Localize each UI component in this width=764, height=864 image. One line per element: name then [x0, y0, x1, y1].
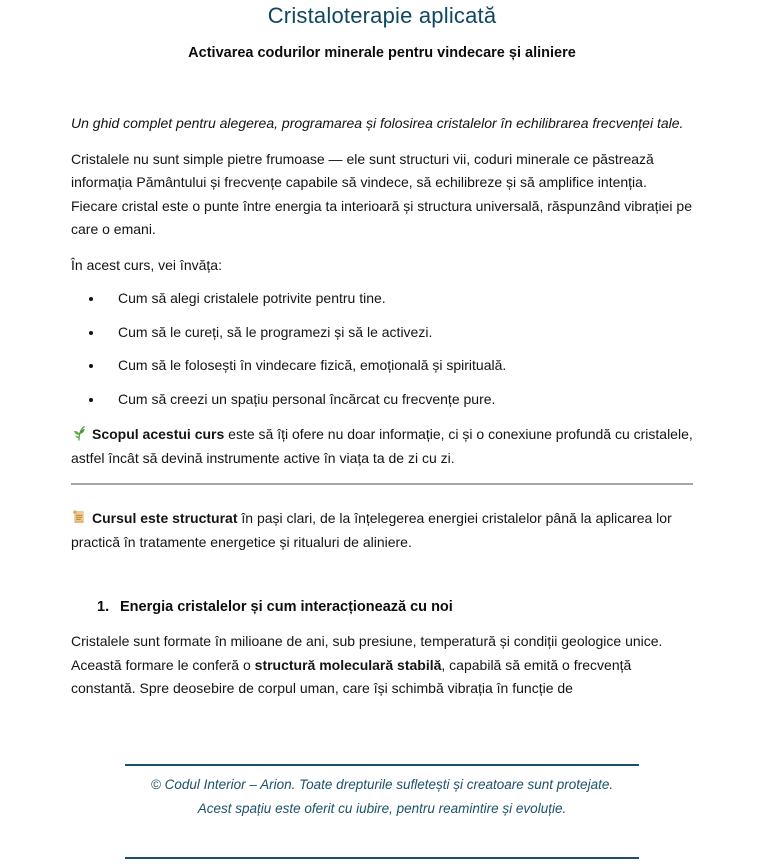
list-item: • Cum să le folosești în vindecare fizică, emoțională și spirituală. [104, 354, 693, 378]
list-intro: În acest curs, vei învăța: [71, 256, 222, 273]
list-item: • Cum să creezi un spațiu personal încărcat cu frecvențe pure. [104, 388, 693, 412]
lead-paragraph: Un ghid complet pentru alegerea, programarea și folosirea cristalelor în echilibrarea frecvenței tale. [71, 115, 684, 131]
section-1-heading [71, 596, 693, 618]
purpose-rest-text: este să îți ofere nu doar informație, ci și o conexiune profundă cu cristalele, astfel încât să devină instrumente active în viața ta de zi cu zi. [71, 426, 693, 466]
section-1-paragraph [71, 630, 693, 701]
document-title: Cristaloterapie aplicată [267, 3, 497, 28]
section-divider [71, 483, 693, 485]
footer-bottom-rule [125, 857, 639, 859]
structure-rest-text: în pași clari, de la înțelegerea energiei cristalelor până la aplicarea lor practică în tratamente energetice și ritualuri de aliniere. [71, 510, 672, 550]
scroll-icon [71, 509, 87, 525]
section-1-title: Energia cristalelor și cum interacționează cu noi [120, 599, 453, 615]
herb-leaf-icon [71, 425, 87, 441]
footer-copyright-line: © Codul Interior – Arion. Toate drepturile sufletești și creatoare sunt protejate. [150, 777, 614, 792]
list-item: • Cum să alegi cristalele potrivite pentru tine. [104, 287, 693, 311]
intro-paragraph: Cristalele nu sunt simple pietre frumoase — ele sunt structuri vii, coduri minerale ce păstrează informația Pământului și frecvențe capabile să vindece, să echilibreze și să amplifice intenția. Fiecare cristal este o punte între energia ta interioară și structura universală, răspunzând vibrației pe care o emani. [71, 150, 692, 237]
purpose-bold-text: Scopul acestui curs [92, 426, 225, 442]
purpose-paragraph [71, 423, 693, 470]
structure-bold-text: Cursul este structurat [92, 510, 238, 526]
section-1-text-bold: structură moleculară stabilă [254, 656, 442, 673]
structure-paragraph [71, 507, 693, 554]
list-item: • Cum să le cureți, să le programezi și să le activezi. [104, 321, 693, 345]
learning-objectives-list [71, 287, 693, 411]
section-1-text-start: Cristalele sunt formate în milioane de ani, sub presiune, temperatură și condiții geologice unice. Această formare le conferă o [71, 633, 663, 673]
page-footer [125, 764, 639, 821]
footer-blessing-line: Acest spațiu este oferit cu iubire, pentru reamintire și evoluție. [197, 801, 567, 816]
document-subtitle: Activarea codurilor minerale pentru vindecare și aliniere [188, 45, 576, 61]
section-1-text-end: , capabilă să emită o frecvență constantă. Spre deosebire de corpul uman, care își schimbă vibrația în funcție de [71, 656, 632, 696]
section-1-number: 1. [97, 599, 110, 615]
